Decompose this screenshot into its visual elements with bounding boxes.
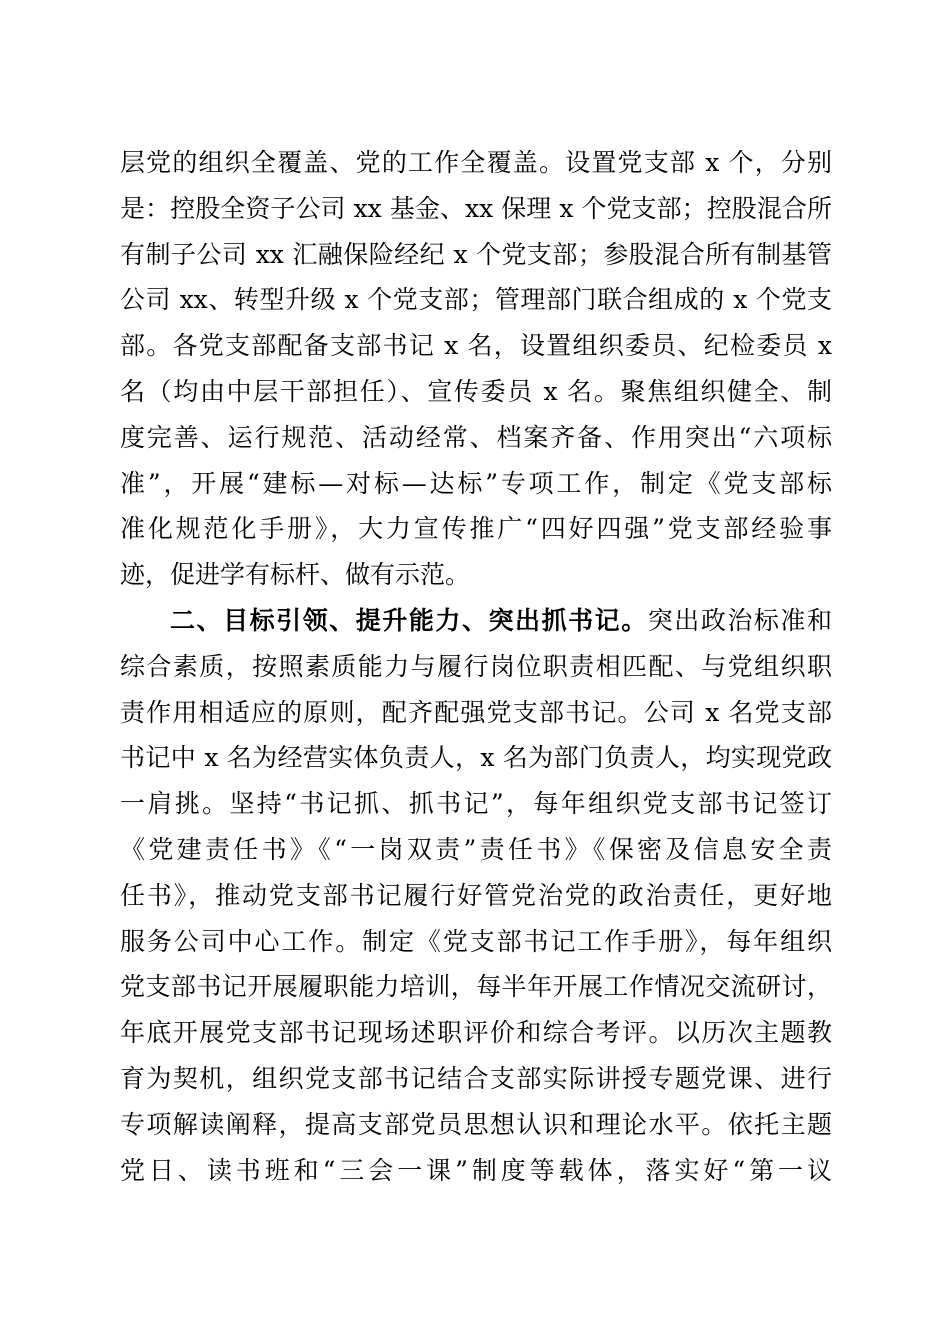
text-line: 服务公司中心工作。制定《党支部书记工作手册》，每年组织	[120, 926, 832, 956]
text-line: 迹，促进学有标杆、做有示范。	[120, 560, 471, 590]
text-line: 责作用相适应的原则，配齐配强党支部书记。公司 x 名党支部	[120, 697, 832, 727]
paragraph-1	[120, 140, 832, 598]
text-line: 年底开展党支部书记现场述职评价和综合考评。以历次主题教	[120, 1018, 832, 1048]
text-line: 层党的组织全覆盖、党的工作全覆盖。设置党支部 x 个，分别	[120, 148, 832, 177]
section-heading: 二、目标引领、提升能力、突出抓书记。	[170, 605, 648, 635]
text-line: 一肩挑。坚持“书记抓、抓书记”，每年组织党支部书记签订	[120, 789, 832, 819]
text-line: 度完善、运行规范、活动经常、档案齐备、作用突出“六项标	[120, 422, 832, 452]
text-line: 书记中 x 名为经营实体负责人，x 名为部门负责人，均实现党政	[120, 743, 832, 773]
text-line: 专项解读阐释，提高支部党员思想认识和理论水平。依托主题	[120, 1109, 832, 1139]
text-line: 有制子公司 xx 汇融保险经纪 x 个党支部；参股混合所有制基管	[120, 239, 832, 269]
heading-line-text: 突出政治标准和	[647, 605, 832, 635]
paragraph-first-line	[120, 598, 832, 644]
paragraph-2	[120, 598, 832, 1193]
text-line: 准”，开展“建标—对标—达标”专项工作，制定《党支部标	[120, 468, 832, 498]
text-line: 《党建责任书》《“一岗双责”责任书》《保密及信息安全责	[120, 834, 832, 864]
text-line: 公司 xx、转型升级 x 个党支部；管理部门联合组成的 x 个党支	[120, 285, 832, 315]
text-line: 综合素质，按照素质能力与履行岗位职责相匹配、与党组织职	[120, 651, 832, 681]
text-line: 党日、读书班和“三会一课”制度等载体，落实好“第一议	[120, 1155, 832, 1185]
text-line: 任书》，推动党支部书记履行好管党治党的政治责任，更好地	[120, 880, 832, 910]
document-body	[120, 140, 832, 1193]
text-line: 是：控股全资子公司 xx 基金、xx 保理 x 个党支部；控股混合所	[120, 193, 832, 223]
text-line: 部。各党支部配备支部书记 x 名，设置组织委员、纪检委员 x	[120, 331, 832, 361]
text-line: 准化规范化手册》，大力宣传推广“四好四强”党支部经验事	[120, 514, 832, 544]
text-line: 党支部书记开展履职能力培训，每半年开展工作情况交流研讨，	[120, 972, 832, 1002]
text-line: 育为契机，组织党支部书记结合支部实际讲授专题党课、进行	[120, 1063, 832, 1093]
text-line: 名（均由中层干部担任）、宣传委员 x 名。聚焦组织健全、制	[120, 376, 832, 406]
